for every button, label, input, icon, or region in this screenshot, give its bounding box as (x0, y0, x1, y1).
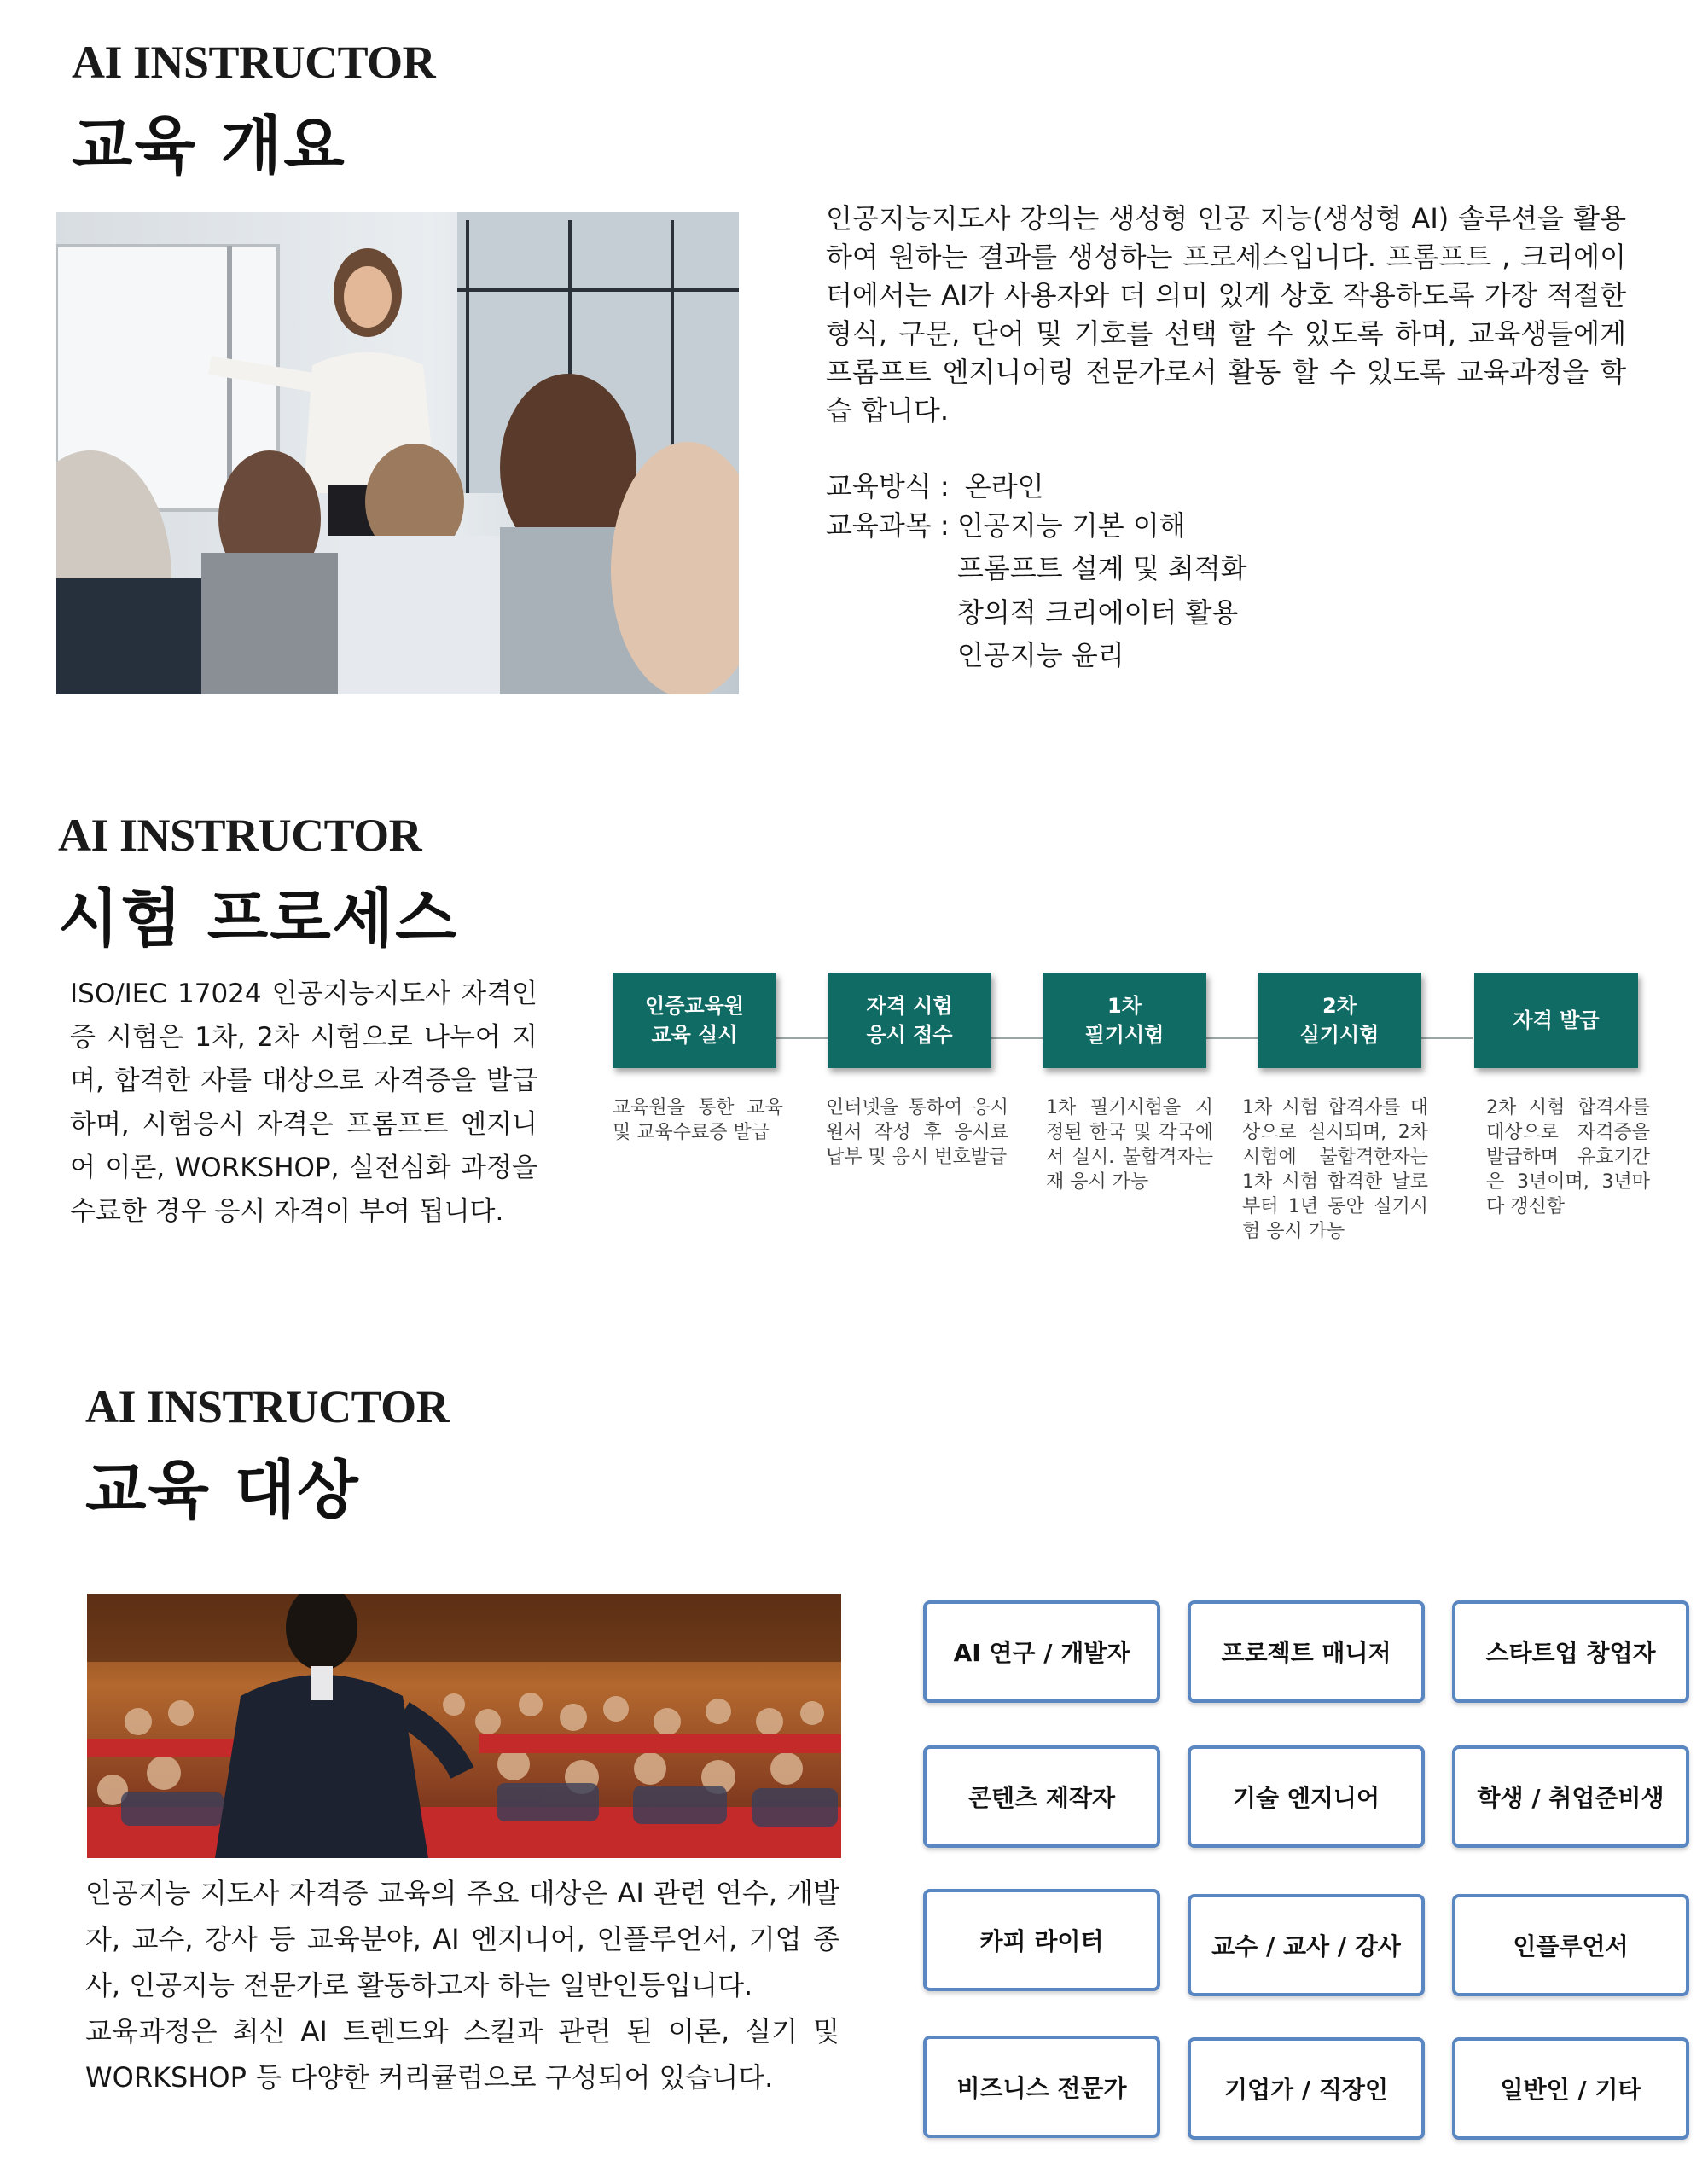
step-line1: 자격 시험 (866, 994, 953, 1018)
overview-eyebrow: AI INSTRUCTOR (72, 37, 436, 88)
method-value: 온라인 (964, 470, 1044, 502)
step-certification (1474, 973, 1638, 1068)
step-line2: 필기시험 (1084, 1023, 1165, 1047)
step-line1: 인증교육원 (645, 994, 744, 1018)
target-ai-developer: AI 연구 / 개발자 (923, 1600, 1160, 1703)
process-intro: ISO/IEC 17024 인공지능지도사 자격인증 시험은 1차, 2차 시험으로 나누어 지며, 합격한 자를 대상으로 자격증을 발급하며, 시험응시 자격은 프롬프트 엔지니어 이론, WORKSHOP, 실전심화 과정을 수료한 경우 응시 자격이 부여 됩니다. (70, 979, 537, 1227)
target-startup-founder: 스타트업 창업자 (1452, 1600, 1689, 1703)
step-line2: 응시 접수 (866, 1023, 953, 1047)
step-practical-exam (1258, 973, 1421, 1068)
step-description: 1차 필기시험을 지정된 한국 및 각국에서 실시. 불합격자는 재 응시 가능 (1046, 1097, 1213, 1193)
step-line1: 2차 (1322, 994, 1357, 1018)
step-line1: 자격 발급 (1513, 1008, 1600, 1032)
target-business-expert: 비즈니스 전문가 (923, 2036, 1160, 2138)
step-education (613, 973, 776, 1068)
step-description: 인터넷을 통하여 응시원서 작성 후 응시료 납부 및 응시 번호발급 (826, 1097, 1008, 1168)
step-connector (991, 1037, 1043, 1039)
target-copywriter: 카피 라이터 (923, 1889, 1160, 1991)
step-line1: 1차 (1107, 994, 1142, 1018)
step-description: 2차 시험 합격자를 대상으로 자격증을 발급하며 유효기간은 3년이며, 3년마다 갱신함 (1486, 1097, 1650, 1217)
seminar-photo (87, 1594, 841, 1858)
subject-item: 인공지능 윤리 (957, 639, 1124, 671)
target-tech-engineer: 기술 엔지니어 (1188, 1745, 1425, 1848)
target-content-creator: 콘텐츠 제작자 (923, 1745, 1160, 1848)
step-line2: 교육 실시 (651, 1023, 738, 1047)
targets-paragraph: 교육과정은 최신 AI 트렌드와 스킬과 관련 된 이론, 실기 및 WORKSHOP 등 다양한 커리큘럼으로 구성되어 있습니다. (85, 2015, 839, 2094)
step-connector (1421, 1037, 1473, 1039)
subjects-label: 교육과목 : (826, 509, 950, 542)
targets-eyebrow: AI INSTRUCTOR (85, 1381, 450, 1432)
step-connector (776, 1037, 828, 1039)
step-description: 교육원을 통한 교육 및 교육수료증 발급 (613, 1097, 783, 1143)
step-line2: 실기시험 (1299, 1023, 1380, 1047)
target-project-manager: 프로젝트 매니저 (1188, 1600, 1425, 1703)
method-row (826, 468, 1044, 505)
targets-paragraph: 인공지능 지도사 자격증 교육의 주요 대상은 AI 관련 연수, 개발자, 교수, 강사 등 교육분야, AI 엔지니어, 인플루언서, 기업 종사, 인공지능 전문가로 활동하고자 하는 일반인등입니다. (85, 1877, 839, 2001)
process-title: 시험 프로세스 (58, 882, 458, 956)
target-student: 학생 / 취업준비생 (1452, 1745, 1689, 1848)
process-eyebrow: AI INSTRUCTOR (58, 810, 422, 861)
subject-item: 프롬프트 설계 및 최적화 (957, 552, 1247, 584)
method-label: 교육방식 : (826, 470, 950, 502)
subject-item: 인공지능 기본 이해 (957, 509, 1186, 542)
target-influencer: 인플루언서 (1452, 1894, 1689, 1996)
targets-title: 교육 대상 (85, 1454, 360, 1527)
step-registration (828, 973, 991, 1068)
classroom-photo (56, 212, 739, 694)
overview-paragraph: 인공지능지도사 강의는 생성형 인공 지능(생성형 AI) 솔루션을 활용하여 원하는 결과를 생성하는 프로세스입니다. 프롬프트 , 크리에이터에서는 AI가 사용자와 더 의미 있게 상호 작용하도록 가장 적절한 형식, 구문, 단어 및 기호를 선택 할 수 있도록 하며, 교육생들에게 프롬프트 엔지니어링 전문가로서 활동 할 수 있도록 교육과정을 학습 합니다. (826, 202, 1626, 427)
target-educator: 교수 / 교사 / 강사 (1188, 1894, 1425, 1996)
target-general: 일반인 / 기타 (1452, 2037, 1689, 2140)
step-connector (1206, 1037, 1258, 1039)
subject-item: 창의적 크리에이터 활용 (957, 596, 1239, 629)
step-description: 1차 시험 합격자를 대상으로 실시되며, 2차 시험에 불합격한자는 1차 시험 합격한 날로 부터 1년 동안 실기시험 응시 가능 (1242, 1097, 1428, 1242)
overview-title: 교육 개요 (72, 109, 346, 183)
target-entrepreneur: 기업가 / 직장인 (1188, 2037, 1425, 2140)
step-written-exam (1043, 973, 1206, 1068)
